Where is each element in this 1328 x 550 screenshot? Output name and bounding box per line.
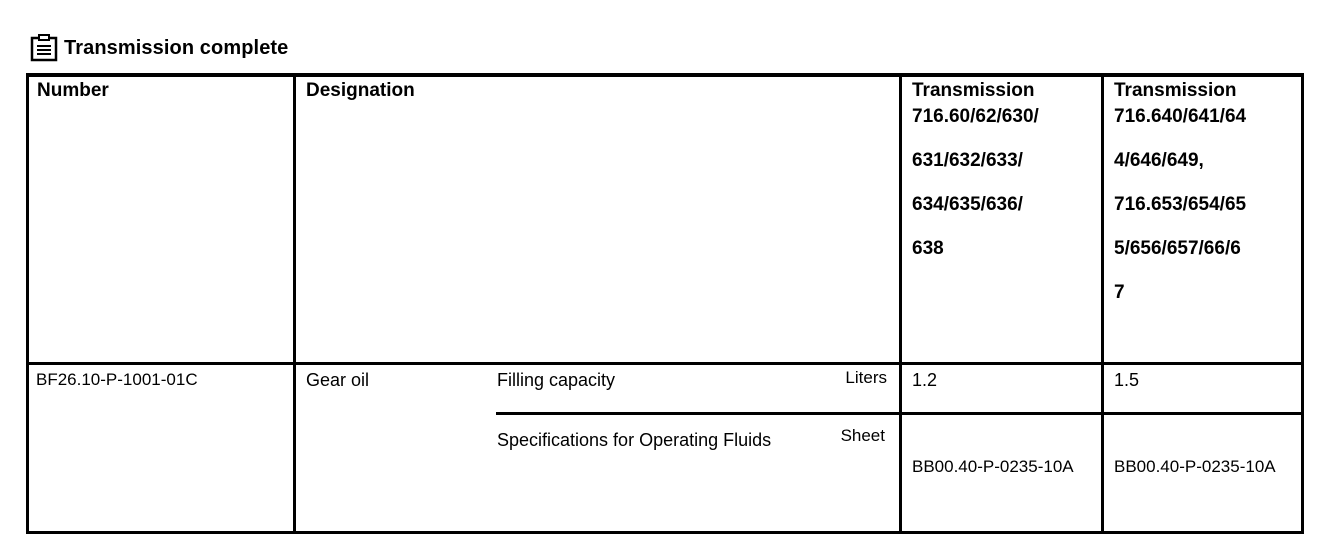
header-transmission-2 — [1114, 80, 1299, 326]
section-heading — [30, 33, 288, 63]
header-designation: Designation — [306, 80, 415, 101]
header-transmission-1-line: Transmission — [912, 80, 1035, 101]
table-right-border — [1301, 73, 1304, 534]
column-divider-1 — [293, 73, 296, 534]
item-value-2-filling-capacity: 1.5 — [1114, 370, 1140, 390]
header-row-divider — [26, 362, 1304, 365]
clipboard-icon — [30, 34, 60, 62]
item-label-operating-fluids-spec: Specifications for Operating Fluids — [497, 430, 772, 450]
header-transmission-1-line: 716.60/62/630/ — [912, 106, 1039, 127]
header-number: Number — [37, 80, 109, 101]
section-title: Transmission complete — [64, 36, 289, 59]
header-transmission-1-line: 631/632/633/ — [912, 150, 1023, 171]
item-label-filling-capacity: Filling capacity — [497, 370, 616, 390]
header-transmission-1-line: 634/635/636/ — [912, 194, 1023, 215]
row-designation: Gear oil — [306, 370, 370, 390]
header-transmission-2-line: 5/656/657/66/6 — [1114, 238, 1241, 259]
table-top-border — [26, 73, 1304, 77]
item-unit-sheet: Sheet — [840, 426, 885, 445]
table-left-border — [26, 73, 29, 534]
header-transmission-1-line: 638 — [912, 238, 944, 259]
item-value-1-filling-capacity: 1.2 — [912, 370, 938, 390]
header-transmission-2-line: 716.640/641/64 — [1114, 106, 1247, 127]
item-value-2-sheet: BB00.40-P-0235-10A — [1114, 457, 1276, 476]
header-transmission-2-line: 716.653/654/65 — [1114, 194, 1247, 215]
item-value-1-sheet: BB00.40-P-0235-10A — [912, 457, 1074, 476]
header-transmission-2-line: Transmission — [1114, 80, 1237, 101]
column-divider-3 — [1101, 73, 1104, 534]
column-divider-2 — [899, 73, 902, 534]
header-transmission-2-line: 7 — [1114, 282, 1125, 303]
table-bottom-border — [26, 531, 1304, 534]
header-transmission-2-line: 4/646/649, — [1114, 150, 1204, 171]
item-unit-liters: Liters — [845, 368, 887, 387]
row-number: BF26.10-P-1001-01C — [36, 370, 198, 389]
header-transmission-1 — [912, 80, 1097, 282]
